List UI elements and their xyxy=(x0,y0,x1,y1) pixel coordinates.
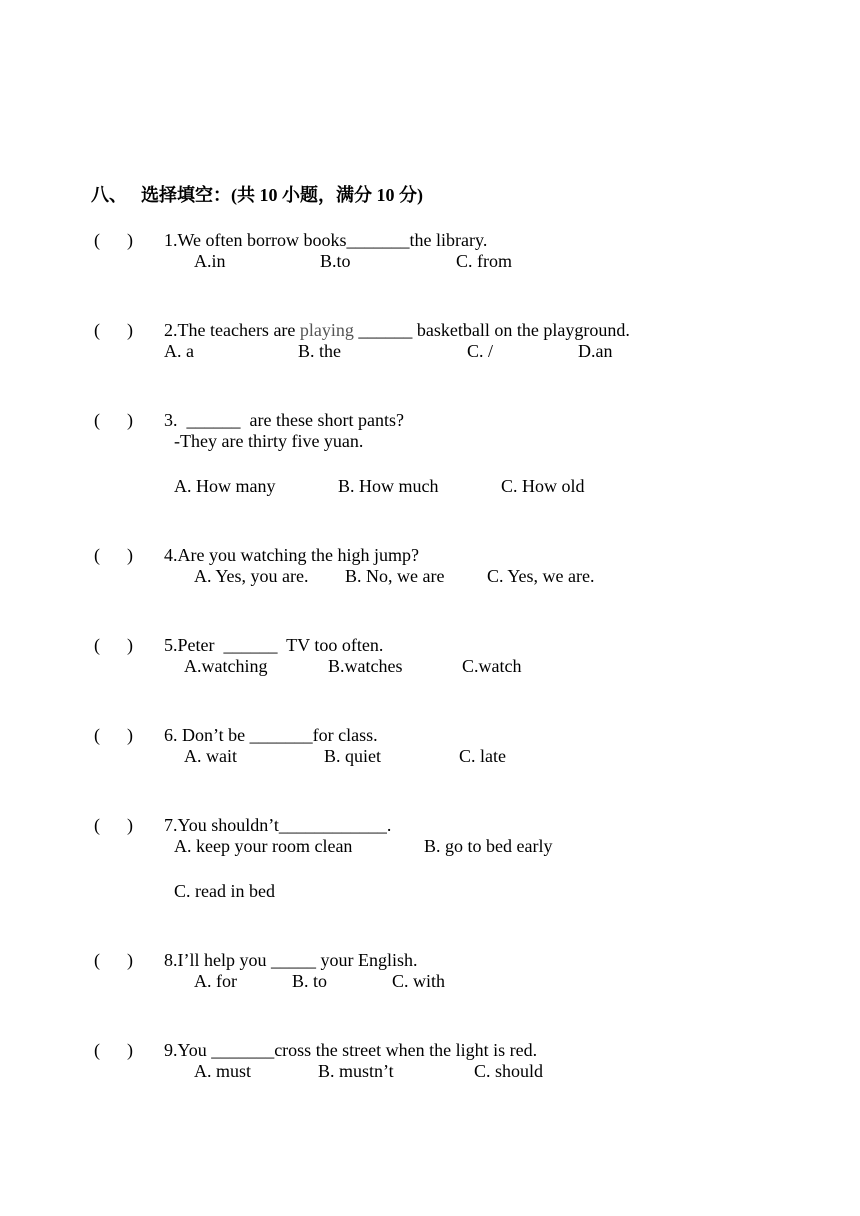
question-1 xyxy=(85,204,487,252)
answer-blank[interactable]: ( ) xyxy=(94,320,133,340)
question-4 xyxy=(85,519,419,567)
option: A. a xyxy=(164,341,194,361)
option: C.watch xyxy=(462,656,522,676)
question-stem-end: ______ basketball on the playground. xyxy=(353,320,630,340)
answer-blank[interactable]: ( ) xyxy=(94,410,133,430)
question-8 xyxy=(85,924,417,972)
question-2 xyxy=(85,294,630,342)
answer-blank[interactable]: ( ) xyxy=(94,1040,133,1060)
option: A. must xyxy=(194,1061,252,1081)
answer-blank[interactable]: ( ) xyxy=(94,635,133,655)
option: C. Yes, we are. xyxy=(487,566,595,586)
option: C. should xyxy=(474,1061,544,1081)
question-stem: 8.I’ll help you _____ your English. xyxy=(164,950,418,970)
question-stem-start: 2.The teachers are xyxy=(164,320,300,340)
option: B. go to bed early xyxy=(424,836,553,856)
option: B. How much xyxy=(338,476,439,496)
question-6 xyxy=(85,699,378,747)
answer-blank[interactable]: ( ) xyxy=(94,725,133,745)
option: D.an xyxy=(578,341,613,361)
option: C. How old xyxy=(501,476,585,496)
question-9 xyxy=(85,1014,537,1062)
question-stem: 1.We often borrow books_______the library. xyxy=(164,230,488,250)
option: B. the xyxy=(298,341,341,361)
option: B. quiet xyxy=(324,746,381,766)
option: C. / xyxy=(467,341,494,361)
question-stem: 5.Peter ______ TV too often. xyxy=(164,635,384,655)
option: A. Yes, you are. xyxy=(194,566,309,586)
option: B. mustn’t xyxy=(318,1061,394,1081)
answer-blank[interactable]: ( ) xyxy=(94,230,133,250)
question-stem: 3. ______ are these short pants? xyxy=(164,410,404,430)
option: C. late xyxy=(459,746,506,766)
answer-blank[interactable]: ( ) xyxy=(94,950,133,970)
question-5 xyxy=(85,609,383,657)
question-3 xyxy=(85,384,404,432)
option: A. How many xyxy=(174,476,276,496)
option: B. to xyxy=(292,971,328,991)
option: B. No, we are xyxy=(345,566,445,586)
option: C. from xyxy=(456,251,512,271)
answer-blank[interactable]: ( ) xyxy=(94,545,133,565)
option: B.watches xyxy=(328,656,403,676)
option: A. wait xyxy=(184,746,237,766)
question-7 xyxy=(85,789,391,837)
option: C. read in bed xyxy=(174,881,275,901)
question-stem: 6. Don’t be _______for class. xyxy=(164,725,378,745)
question-stem: 9.You _______cross the street when the light is red. xyxy=(164,1040,538,1060)
option: A. keep your room clean xyxy=(174,836,353,856)
option: A.watching xyxy=(184,656,268,676)
section-heading xyxy=(82,159,423,207)
section-title: 选择填空：(共 10 小题，满分 10 分) xyxy=(141,185,423,205)
section-number: 八、 xyxy=(91,185,127,205)
question-reply: -They are thirty five yuan. xyxy=(174,431,364,451)
question-stem-highlight: playing xyxy=(299,320,354,340)
answer-blank[interactable]: ( ) xyxy=(94,815,133,835)
option: C. with xyxy=(392,971,446,991)
question-stem: 4.Are you watching the high jump? xyxy=(164,545,419,565)
question-stem: 7.You shouldn’t____________. xyxy=(164,815,392,835)
option: A. for xyxy=(194,971,237,991)
option: B.to xyxy=(320,251,351,271)
option: A.in xyxy=(194,251,226,271)
